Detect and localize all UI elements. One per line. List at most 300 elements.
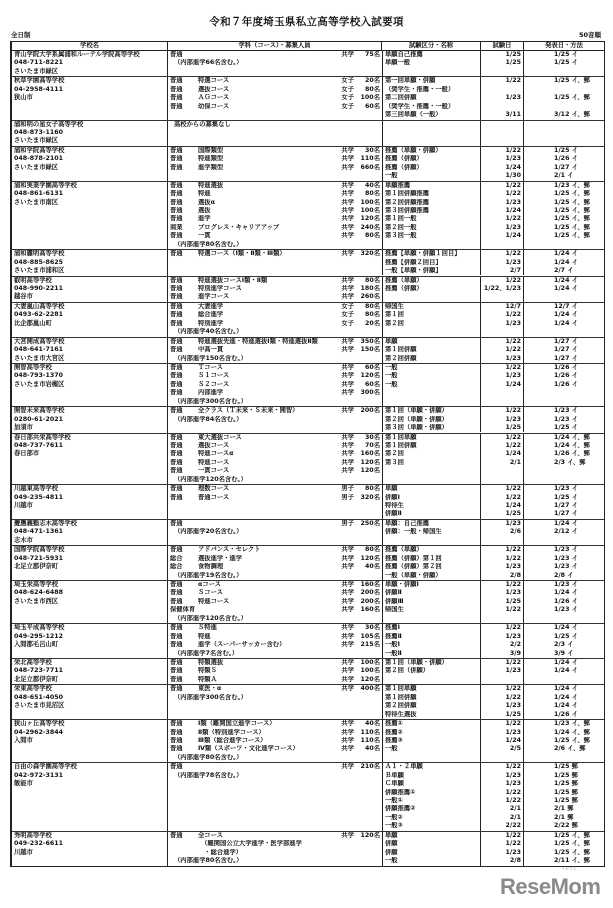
gender: 女子 bbox=[341, 311, 354, 319]
course-name: Ⅳ類（スポーツ・文化進学コース） bbox=[198, 745, 299, 753]
exam-category: 推薦（単願・併願） bbox=[382, 147, 481, 155]
school-phone: 048-885-8625 bbox=[14, 258, 64, 266]
gender: 共学 bbox=[341, 632, 354, 640]
course-name: 幼保コース bbox=[198, 102, 230, 110]
capacity bbox=[354, 849, 382, 857]
school-info bbox=[12, 659, 168, 684]
capacity: 110名 bbox=[360, 736, 380, 744]
capacity bbox=[354, 510, 382, 518]
announcement bbox=[524, 293, 602, 301]
capacity: 300名 bbox=[360, 389, 380, 397]
exam-category: 第２回 bbox=[382, 450, 481, 458]
course-note: （内部進学120名含む。） bbox=[174, 475, 247, 483]
exam-date: 1/25 bbox=[481, 424, 524, 432]
blank-cell bbox=[338, 68, 354, 76]
department bbox=[168, 172, 195, 180]
table-line bbox=[168, 702, 604, 710]
department: 普通 bbox=[170, 337, 183, 345]
department: 普通 bbox=[170, 77, 183, 85]
table-line bbox=[168, 232, 604, 240]
table-line bbox=[168, 434, 604, 442]
capacity: 100名 bbox=[360, 206, 380, 214]
gender: 共学 bbox=[341, 450, 354, 458]
blank-cell bbox=[382, 68, 481, 76]
department bbox=[168, 702, 195, 710]
gender bbox=[338, 805, 354, 813]
gender bbox=[338, 416, 354, 424]
announcement: 2/3 イ bbox=[554, 641, 574, 649]
table-line bbox=[168, 250, 604, 258]
table-line bbox=[168, 606, 604, 614]
course-name bbox=[195, 780, 338, 788]
announcement: 1/25 イ、郵 bbox=[554, 736, 590, 744]
exam-date: 1/23 bbox=[481, 224, 524, 232]
exam-date bbox=[481, 676, 524, 684]
gender: 共学 bbox=[341, 831, 354, 839]
exam-category: 一般 bbox=[382, 857, 481, 865]
school-info bbox=[12, 763, 168, 831]
department: 普通 bbox=[170, 458, 183, 466]
table-line bbox=[168, 381, 604, 389]
exam-category: 一般 bbox=[382, 745, 481, 753]
department bbox=[168, 840, 195, 848]
table-header bbox=[12, 42, 604, 51]
announcement: 1/24 イ、郵 bbox=[554, 433, 590, 441]
exam-date: 2/22 bbox=[481, 822, 524, 830]
gender: 共学 bbox=[341, 346, 354, 354]
exam-date: 1/23 bbox=[481, 320, 524, 328]
announcement: 2/3 イ、郵 bbox=[554, 458, 586, 466]
table-line bbox=[168, 572, 604, 580]
exam-category: 第２回（単願・併願） bbox=[382, 416, 481, 424]
gender: 共学 bbox=[341, 276, 354, 284]
capacity bbox=[354, 267, 382, 275]
table-line bbox=[168, 797, 604, 805]
exam-category: 単願自己推薦 bbox=[382, 51, 481, 59]
department: 普通 bbox=[170, 372, 183, 380]
department bbox=[168, 797, 195, 805]
gender bbox=[338, 502, 354, 510]
course-name bbox=[195, 702, 338, 710]
gender bbox=[338, 849, 354, 857]
course-name bbox=[195, 267, 338, 275]
school-city: 越谷市 bbox=[14, 293, 33, 301]
exam-date: 1/22 bbox=[481, 77, 524, 85]
exam-date bbox=[481, 241, 524, 249]
school-city: 入間郡毛呂山町 bbox=[14, 641, 59, 649]
announcement: 1/23 イ bbox=[554, 606, 578, 614]
gender: 共学 bbox=[341, 181, 354, 189]
capacity: 20名 bbox=[364, 77, 380, 85]
table-line bbox=[168, 51, 604, 59]
school-city: さいたま市岩槻区 bbox=[14, 380, 65, 388]
course-name bbox=[195, 822, 338, 830]
capacity bbox=[354, 789, 382, 797]
announcement: 1/25 イ、郵 bbox=[554, 840, 590, 848]
announcement: 1/25 イ、郵 bbox=[554, 190, 590, 198]
table-line bbox=[168, 676, 604, 684]
school-name: 国際学院高等学校 bbox=[14, 546, 65, 554]
table-line bbox=[168, 537, 604, 545]
gender: 共学 bbox=[341, 458, 354, 466]
school-lines bbox=[168, 77, 604, 119]
school-name: 秀明高等学校 bbox=[14, 831, 52, 839]
exam-date: 1/22 bbox=[481, 797, 524, 805]
course-name: 特進コース bbox=[198, 597, 230, 605]
school-info bbox=[12, 303, 168, 337]
announcement: 1/23 イ bbox=[554, 485, 578, 493]
capacity bbox=[354, 172, 382, 180]
gender: 共学 bbox=[341, 606, 354, 614]
capacity: 80名 bbox=[364, 276, 380, 284]
announcement: 1/24 イ bbox=[554, 702, 578, 710]
school-phone: 048-721-5931 bbox=[14, 554, 64, 562]
announcement: 1/26 イ bbox=[554, 155, 578, 163]
department bbox=[168, 537, 195, 545]
exam-category: 推薦② bbox=[382, 729, 481, 737]
table-line bbox=[168, 311, 604, 319]
school-phone: 04-2958-4111 bbox=[14, 85, 64, 93]
page-title: 令和７年度埼玉県私立高等学校入試要項 bbox=[209, 16, 404, 28]
department bbox=[168, 267, 195, 275]
exam-category: 単願一般 bbox=[382, 59, 481, 67]
gender bbox=[338, 129, 354, 137]
capacity bbox=[354, 398, 382, 406]
announcement: 1/24 イ bbox=[554, 685, 578, 693]
announcement: 1/26 イ bbox=[554, 597, 578, 605]
blank-cell bbox=[524, 68, 602, 76]
school-info bbox=[12, 364, 168, 406]
gender bbox=[338, 814, 354, 822]
course-name: 進学コース bbox=[198, 293, 230, 301]
table-line bbox=[168, 442, 604, 450]
exam-date: 1/23 bbox=[481, 199, 524, 207]
school-city: さいたま市南区 bbox=[14, 198, 59, 206]
announcement bbox=[524, 241, 602, 249]
gender: 共学 bbox=[341, 563, 354, 571]
school-info bbox=[12, 546, 168, 580]
school-row bbox=[12, 51, 604, 77]
capacity: 200名 bbox=[360, 597, 380, 605]
course-name bbox=[195, 424, 338, 432]
capacity bbox=[354, 476, 382, 484]
course-name: 特進 bbox=[198, 190, 211, 198]
announcement: 1/25 郵 bbox=[554, 797, 578, 804]
exam-date: 1/22 bbox=[481, 215, 524, 223]
department: 普通 bbox=[170, 102, 183, 110]
school-name: 大宮開成高等学校 bbox=[14, 337, 65, 345]
gender bbox=[338, 789, 354, 797]
gender bbox=[338, 857, 354, 865]
school-lines bbox=[168, 303, 604, 337]
course-name: 中高一貫 bbox=[198, 346, 224, 354]
department: 普通 bbox=[170, 389, 183, 397]
gender: 男子 bbox=[341, 493, 354, 501]
course-name: 選抜進学・進学 bbox=[198, 554, 243, 562]
gender bbox=[338, 59, 354, 67]
department: 普通 bbox=[170, 745, 183, 753]
department bbox=[168, 502, 195, 510]
exam-date: 1/22 bbox=[481, 485, 524, 493]
gender: 共学 bbox=[341, 146, 354, 154]
table-line bbox=[168, 182, 604, 190]
gender: 共学 bbox=[341, 658, 354, 666]
exam-date: 1/23 bbox=[481, 729, 524, 737]
department: 普通 bbox=[170, 363, 183, 371]
course-name: 理数コース bbox=[198, 485, 230, 493]
announcement: 1/24 イ bbox=[554, 667, 578, 675]
table-line bbox=[168, 389, 604, 397]
course-name bbox=[195, 763, 338, 771]
gender: 共学 bbox=[341, 554, 354, 562]
course-note: （内部進学7名含む。） bbox=[174, 649, 239, 657]
exam-category bbox=[382, 293, 481, 301]
gender: 共学 bbox=[341, 163, 354, 171]
announcement: 1/23 イ bbox=[554, 415, 578, 423]
school-info bbox=[12, 338, 168, 363]
school-row bbox=[12, 720, 604, 763]
gender: 女子 bbox=[341, 77, 354, 85]
announcement: 1/23 イ、郵 bbox=[554, 181, 590, 189]
announcement: 12/7 イ bbox=[554, 302, 578, 310]
exam-date: 1/22 bbox=[481, 685, 524, 693]
school-phone: 048-737-7611 bbox=[14, 441, 64, 449]
exam-date: 2/7 bbox=[481, 267, 524, 275]
capacity bbox=[354, 650, 382, 658]
exam-category: Ｂ単願 bbox=[382, 772, 481, 780]
exam-category: （奨学生・推薦・一般） bbox=[382, 103, 481, 111]
capacity bbox=[354, 328, 382, 336]
exam-category: 第二回併願 bbox=[382, 94, 481, 102]
announcement: 1/25 イ、郵 bbox=[554, 223, 590, 231]
department: 普通 bbox=[170, 467, 183, 475]
exam-date: 1/22 bbox=[481, 250, 524, 258]
school-city: 入間市 bbox=[14, 736, 33, 744]
school-info bbox=[12, 520, 168, 545]
capacity bbox=[354, 840, 382, 848]
school-city: 比企郡嵐山町 bbox=[14, 319, 52, 327]
capacity: 60名 bbox=[364, 380, 380, 388]
exam-date: 1/24 bbox=[481, 737, 524, 745]
announcement: 2/11 イ、郵 bbox=[554, 857, 590, 865]
school-city: さいたま市浦和区 bbox=[14, 267, 65, 275]
capacity: 160名 bbox=[360, 450, 380, 458]
course-name: Ｔコース bbox=[198, 363, 223, 371]
gender: 女子 bbox=[341, 85, 354, 93]
table-line bbox=[168, 772, 604, 780]
course-name: 内部進学 bbox=[198, 389, 224, 397]
school-lines bbox=[168, 277, 604, 302]
course-name: 進学（スーパーサッカー含む） bbox=[198, 641, 286, 649]
department: 普通 bbox=[170, 493, 183, 501]
exam-date: 1/22 bbox=[481, 694, 524, 702]
exam-category: 単願 bbox=[382, 485, 481, 493]
table-line bbox=[168, 720, 604, 728]
table-line bbox=[168, 814, 604, 822]
department: 普通 bbox=[170, 632, 183, 640]
capacity: 400名 bbox=[360, 685, 380, 693]
school-phone: 049-295-1212 bbox=[14, 632, 64, 640]
exam-date: 2/6 bbox=[481, 528, 524, 536]
department: 普通 bbox=[170, 641, 183, 649]
gender bbox=[338, 121, 354, 129]
capacity: 40名 bbox=[364, 563, 380, 571]
school-name: 川越東高等学校 bbox=[14, 485, 59, 493]
table-line bbox=[168, 137, 604, 145]
gender bbox=[338, 355, 354, 363]
exam-category: 推薦【併願２回目】 bbox=[382, 259, 481, 267]
exam-category bbox=[382, 467, 481, 475]
department bbox=[168, 814, 195, 822]
department: 普通 bbox=[170, 85, 183, 93]
announcement: 1/27 イ bbox=[554, 346, 578, 354]
table-line bbox=[168, 857, 604, 865]
school-info bbox=[12, 434, 168, 485]
table-line bbox=[168, 633, 604, 641]
table-line bbox=[168, 555, 604, 563]
school-name: 大妻嵐山高等学校 bbox=[14, 302, 65, 310]
table-line bbox=[168, 840, 604, 848]
exam-date: 1/22 bbox=[481, 606, 524, 614]
header-course: 学科（コース）・募集人員 bbox=[168, 42, 382, 50]
department bbox=[168, 805, 195, 813]
school-phone: 049-232-6611 bbox=[14, 840, 64, 848]
table-line bbox=[168, 667, 604, 675]
school-lines bbox=[168, 720, 604, 762]
table-line bbox=[168, 94, 604, 102]
announcement: 1/24 イ、郵 bbox=[554, 441, 590, 449]
school-lines bbox=[168, 520, 604, 545]
exam-category bbox=[382, 241, 481, 249]
gender: 共学 bbox=[341, 675, 354, 683]
school-info bbox=[12, 147, 168, 181]
course-note: （内部進学150名含む。） bbox=[174, 354, 247, 362]
course-name: Ⅱ類（特別進学コース） bbox=[198, 728, 265, 736]
exam-date: 1/24 bbox=[481, 502, 524, 510]
exam-date: 2/8 bbox=[481, 857, 524, 865]
capacity: 80名 bbox=[364, 546, 380, 554]
school-lines bbox=[168, 659, 604, 684]
exam-category: 第１回 bbox=[382, 311, 481, 319]
course-note: （内部進学19名含む。） bbox=[174, 571, 243, 579]
gender bbox=[338, 702, 354, 710]
gender: 共学 bbox=[341, 215, 354, 223]
course-name: ＡＧコース bbox=[198, 94, 230, 102]
announcement: 1/25 イ、郵 bbox=[554, 848, 590, 856]
school-row bbox=[12, 250, 604, 276]
department bbox=[168, 111, 195, 119]
table-line bbox=[168, 528, 604, 536]
school-lines bbox=[168, 250, 604, 275]
exam-category: 併願Ⅰ bbox=[382, 494, 481, 502]
exam-date: 1/22 bbox=[481, 555, 524, 563]
capacity bbox=[354, 59, 382, 67]
course-name: 特進類型 bbox=[198, 155, 224, 163]
announcement bbox=[524, 476, 602, 484]
school-info bbox=[12, 182, 168, 250]
department: 普通 bbox=[170, 581, 183, 589]
department: 普通 bbox=[170, 311, 183, 319]
course-name: 特進 bbox=[198, 632, 211, 640]
table-line bbox=[168, 563, 604, 571]
exam-category: 第３回 bbox=[382, 459, 481, 467]
gender: 共学 bbox=[341, 597, 354, 605]
course-name: 東医・α bbox=[198, 685, 222, 693]
header-date: 試験日 bbox=[481, 42, 524, 50]
exam-category: 第３回一般 bbox=[382, 232, 481, 240]
school-row bbox=[12, 624, 604, 659]
gender: 共学 bbox=[341, 198, 354, 206]
course-note: （内部進学80名含む。） bbox=[174, 753, 243, 761]
capacity: 100名 bbox=[360, 658, 380, 666]
school-phone: 048-651-4050 bbox=[14, 693, 64, 701]
exam-category bbox=[382, 676, 481, 684]
department: 総合 bbox=[170, 563, 183, 571]
table-line bbox=[168, 849, 604, 857]
exam-category: Ｃ単願 bbox=[382, 780, 481, 788]
exam-date: 1/25 bbox=[481, 51, 524, 59]
table-line bbox=[168, 459, 604, 467]
school-phone: 042-972-3131 bbox=[14, 771, 64, 779]
exam-date: 1/22 bbox=[481, 546, 524, 554]
school-info bbox=[12, 624, 168, 658]
school-info bbox=[12, 720, 168, 762]
exam-category: 併願Ⅱ bbox=[382, 510, 481, 518]
table-line bbox=[168, 650, 604, 658]
announcement bbox=[524, 676, 602, 684]
gender: 共学 bbox=[341, 589, 354, 597]
course-name bbox=[195, 172, 338, 180]
school-row bbox=[12, 832, 604, 866]
exam-category: 第３回併願推薦 bbox=[382, 207, 481, 215]
gender bbox=[338, 822, 354, 830]
department: 普通 bbox=[170, 720, 183, 728]
department: 普通 bbox=[170, 94, 183, 102]
school-name: 狭山ヶ丘高等学校 bbox=[14, 720, 65, 728]
exam-date: 1/22 bbox=[481, 190, 524, 198]
exam-category: 推薦③ bbox=[382, 737, 481, 745]
announcement bbox=[524, 467, 602, 475]
table-line bbox=[168, 398, 604, 406]
school-row bbox=[12, 434, 604, 486]
blank-cell bbox=[354, 68, 382, 76]
capacity: 105名 bbox=[360, 632, 380, 640]
school-city: 飯能市 bbox=[14, 780, 33, 788]
exam-date: 1/23 bbox=[481, 94, 524, 102]
gender: 共学 bbox=[341, 581, 354, 589]
exam-category: 第２回一般 bbox=[382, 224, 481, 232]
exam-category: 推薦① bbox=[382, 720, 481, 728]
school-lines bbox=[168, 763, 604, 831]
course-name bbox=[195, 789, 338, 797]
exam-category: 推薦（併願）第１回 bbox=[382, 555, 481, 563]
school-phone: 048-793-1370 bbox=[14, 372, 64, 380]
course-name: 特進コース bbox=[198, 458, 230, 466]
department: 普通 bbox=[170, 433, 183, 441]
gender bbox=[338, 111, 354, 119]
announcement: 1/26 イ、郵 bbox=[554, 450, 590, 458]
announcement: 1/24 イ bbox=[554, 311, 578, 319]
exam-category: 第１回併願 bbox=[382, 442, 481, 450]
department: 普通 bbox=[170, 736, 183, 744]
exam-date: 2/8 bbox=[481, 572, 524, 580]
school-lines bbox=[168, 51, 604, 76]
capacity: 80名 bbox=[364, 302, 380, 310]
school-info bbox=[12, 407, 168, 432]
table-body bbox=[12, 51, 604, 866]
school-city: 北足立郡伊奈町 bbox=[14, 563, 59, 571]
announcement: 2/6 イ、郵 bbox=[554, 745, 586, 753]
